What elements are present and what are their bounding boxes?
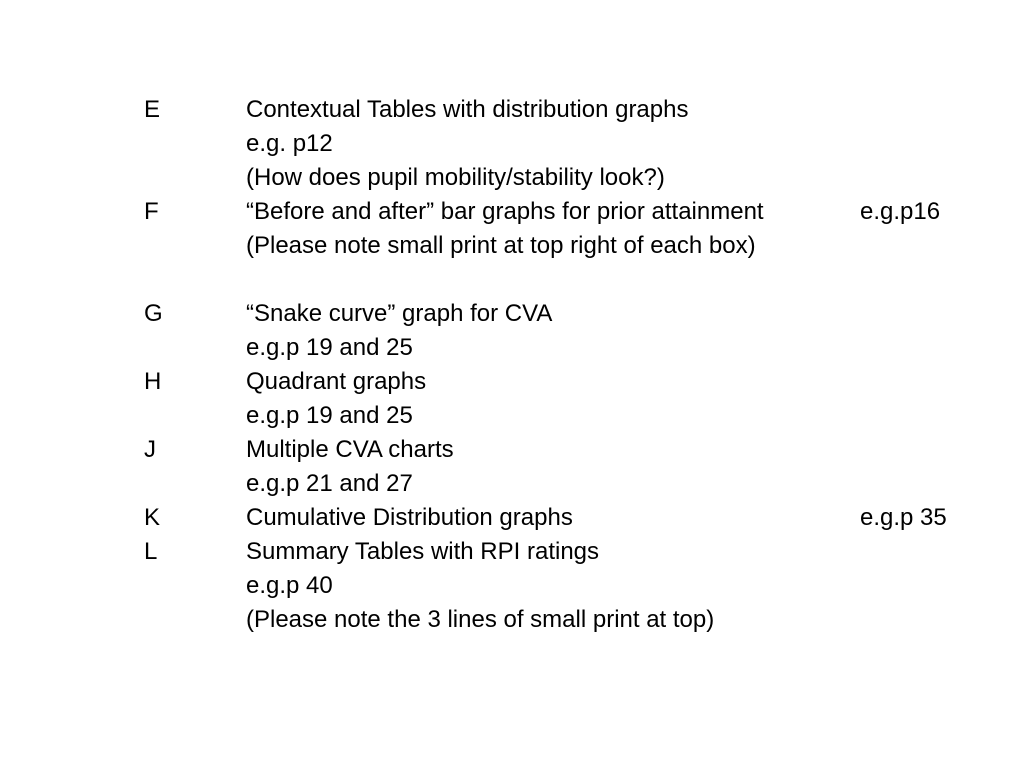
item-text: e.g.p 19 and 25: [246, 402, 413, 429]
item-text: Quadrant graphs: [246, 368, 427, 395]
item-letter: G: [144, 300, 163, 327]
item-page-ref: e.g.p16: [860, 198, 941, 225]
item-text: e.g.p 21 and 27: [246, 470, 413, 497]
item-text: “Snake curve” graph for CVA: [246, 300, 553, 327]
item-text: Summary Tables with RPI ratings: [246, 538, 600, 565]
item-letter: F: [144, 198, 159, 225]
item-text: e.g.p 19 and 25: [246, 334, 413, 361]
item-text: e.g. p12: [246, 130, 333, 157]
item-page-ref: e.g.p 35: [860, 504, 947, 531]
item-text: e.g.p 40: [246, 572, 333, 599]
item-text: Contextual Tables with distribution graphs: [246, 96, 689, 123]
item-text: (How does pupil mobility/stability look?): [246, 164, 665, 191]
item-text: Multiple CVA charts: [246, 436, 454, 463]
item-text: (Please note small print at top right of each box): [246, 232, 756, 259]
item-letter: H: [144, 368, 162, 395]
item-letter: J: [144, 436, 156, 463]
item-text: Cumulative Distribution graphs: [246, 504, 573, 531]
item-text: “Before and after” bar graphs for prior attainment: [246, 198, 764, 225]
item-letter: L: [144, 538, 158, 565]
item-letter: K: [144, 504, 161, 531]
item-letter: E: [144, 96, 161, 123]
item-text: (Please note the 3 lines of small print at top): [246, 606, 715, 633]
